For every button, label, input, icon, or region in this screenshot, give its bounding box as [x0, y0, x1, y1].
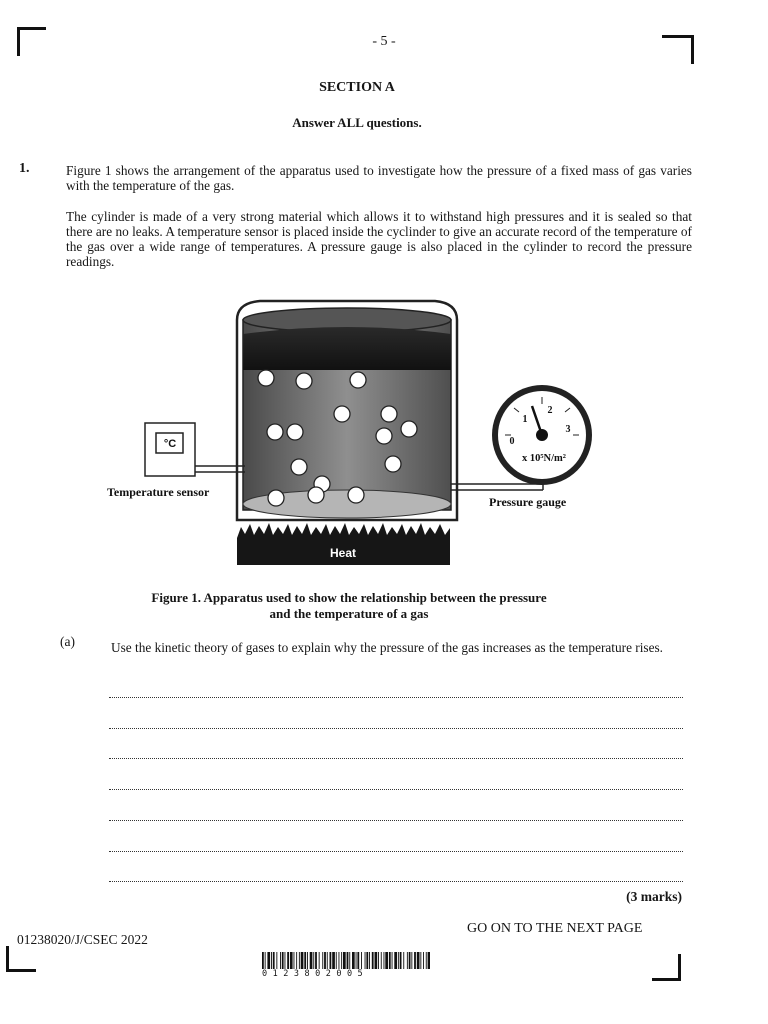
barcode-bar: [411, 952, 412, 969]
corner-mark-bottom-right-v: [678, 954, 681, 981]
question-number: 1.: [19, 161, 30, 176]
barcode-bar: [310, 952, 313, 969]
barcode-bar: [294, 952, 295, 969]
barcode-bar: [375, 952, 378, 969]
barcode-bar: [315, 952, 317, 969]
barcode-bar: [290, 952, 293, 969]
gauge-tick-3: 3: [565, 424, 571, 435]
barcode-bar: [319, 952, 320, 969]
question-paragraph-1: Figure 1 shows the arrangement of the apparatus used to investigate how the pressure of a fixed mass of gas varies with the temperature of the gas.: [66, 163, 692, 193]
barcode-bar: [372, 952, 374, 969]
barcode-bar: [327, 952, 328, 969]
barcode-bar: [332, 952, 335, 969]
gas-particle: [296, 373, 312, 389]
barcode-bar: [428, 952, 430, 969]
barcode-bar: [341, 952, 342, 969]
barcode-bar: [324, 952, 326, 969]
barcode-bar: [369, 952, 370, 969]
barcode-bar: [307, 952, 308, 969]
next-page-note: GO ON TO THE NEXT PAGE: [467, 921, 643, 936]
barcode-bar: [384, 952, 385, 969]
barcode-bar: [336, 952, 337, 969]
barcode-bar: [366, 952, 368, 969]
barcode-digits: 0123802005: [262, 969, 369, 979]
barcode-bar: [349, 952, 350, 969]
figure-caption-line-2: and the temperature of a gas: [269, 606, 429, 621]
gas-particle: [381, 406, 397, 422]
answer-line[interactable]: [109, 758, 683, 759]
barcode-bar: [378, 952, 379, 969]
answer-line[interactable]: [109, 728, 683, 729]
gas-particle: [258, 370, 274, 386]
section-instruction: Answer ALL questions.: [292, 115, 422, 130]
gauge-tick-0: 0: [509, 436, 515, 447]
barcode-bar: [394, 952, 397, 969]
barcode-bar: [398, 952, 399, 969]
barcode-bar: [262, 952, 264, 969]
barcode-bar: [423, 952, 424, 969]
sensor-display: °C: [163, 438, 177, 450]
barcode-bar: [407, 952, 408, 969]
heat-label: Heat: [329, 546, 357, 560]
temperature-sensor-label: Temperature sensor: [107, 485, 210, 499]
gas-particle: [308, 487, 324, 503]
barcode-bar: [313, 952, 314, 969]
gauge-unit: x 10⁵N/m²: [522, 453, 566, 464]
barcode-bar: [403, 952, 404, 969]
barcode-bar: [296, 952, 297, 969]
corner-mark-top-left-h: [17, 27, 46, 30]
barcode-bar: [271, 952, 272, 969]
gas-particle: [376, 428, 392, 444]
gauge-tick-1: 1: [522, 414, 528, 425]
part-a-label: (a): [60, 634, 75, 649]
barcode-bar: [361, 952, 362, 969]
gauge-tick-2: 2: [547, 405, 553, 416]
barcode-bar: [301, 952, 304, 969]
apparatus-figure: [100, 298, 600, 570]
barcode-bar: [265, 952, 266, 969]
gas-particle: [291, 459, 307, 475]
barcode-bar: [426, 952, 427, 969]
barcode-bar: [276, 952, 277, 969]
temperature-sensor: [145, 423, 245, 476]
answer-line[interactable]: [109, 851, 683, 852]
gas-particle: [350, 372, 366, 388]
corner-mark-bottom-left-h: [6, 969, 36, 972]
barcode-bar: [282, 952, 284, 969]
barcode-bar: [400, 952, 402, 969]
barcode-bar: [385, 952, 388, 969]
corner-mark-bottom-right-h: [652, 978, 681, 981]
gas-particle: [267, 424, 283, 440]
barcode-bar: [287, 952, 289, 969]
answer-line[interactable]: [109, 820, 683, 821]
barcode-bar: [343, 952, 346, 969]
barcode-bar: [414, 952, 416, 969]
answer-line[interactable]: [109, 789, 683, 790]
gas-particle: [385, 456, 401, 472]
gas-particle: [348, 487, 364, 503]
pressure-gauge: [451, 385, 592, 490]
barcode-bar: [339, 952, 340, 969]
section-title: SECTION A: [319, 80, 395, 95]
barcode-bar: [356, 952, 357, 969]
barcode-bar: [347, 952, 349, 969]
barcode-bar: [409, 952, 411, 969]
barcode-bar: [389, 952, 391, 969]
barcode-bar: [299, 952, 300, 969]
page-number: - 5 -: [372, 34, 396, 49]
question-paragraph-2: The cylinder is made of a very strong material which allows it to withstand high pressures and it is sealed so that there are no leaks. A temperature sensor is placed inside the cyclinder to give an accurate record of the temperature of the gas over a wide range of temperatures. A pressure gauge is also placed in the cylinder to record the pressure readings.: [66, 209, 692, 269]
answer-line[interactable]: [109, 881, 683, 882]
marks-allocation: (3 marks): [626, 889, 682, 904]
pressure-gauge-label: Pressure gauge: [489, 495, 567, 509]
gas-particle: [334, 406, 350, 422]
barcode-bar: [381, 952, 382, 969]
barcode-bar: [304, 952, 306, 969]
paper-code: 01238020/J/CSEC 2022: [17, 932, 148, 947]
barcode-bar: [285, 952, 286, 969]
barcode-bar: [420, 952, 421, 969]
barcode: [262, 952, 430, 969]
barcode-bar: [352, 952, 355, 969]
barcode-bar: [322, 952, 323, 969]
barcode-bar: [273, 952, 275, 969]
gas-particle: [268, 490, 284, 506]
barcode-bar: [365, 952, 366, 969]
barcode-bar: [330, 952, 332, 969]
barcode-bar: [392, 952, 393, 969]
figure-caption-line-1: Figure 1. Apparatus used to show the relationship between the pressure: [151, 590, 547, 605]
gas-particle: [287, 424, 303, 440]
barcode-bar: [280, 952, 281, 969]
barcode-bar: [357, 952, 359, 969]
part-a-question: Use the kinetic theory of gases to explain why the pressure of the gas increases as the temperature rises.: [111, 640, 664, 655]
gas-particle: [401, 421, 417, 437]
barcode-bar: [417, 952, 420, 969]
barcode-bar: [267, 952, 270, 969]
answer-line[interactable]: [109, 697, 683, 698]
